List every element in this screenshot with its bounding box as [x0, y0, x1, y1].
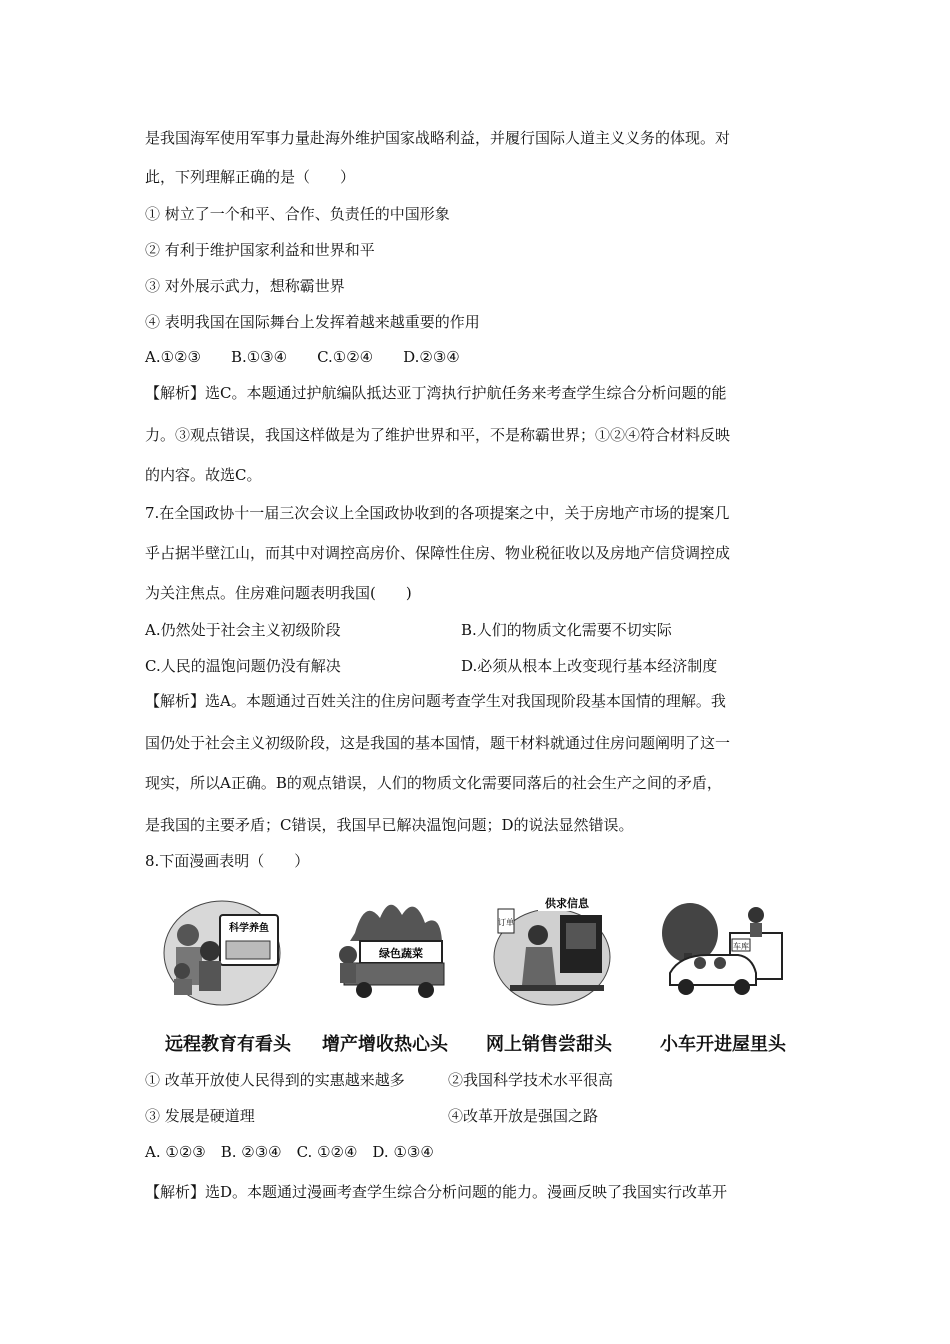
q6-option: ② 有利于维护国家利益和世界和平 [145, 241, 375, 259]
q7-analysis-line: 【解析】选A。本题通过百姓关注的住房问题考查学生对我国现阶段基本国情的理解。我 [145, 692, 726, 710]
q6-stem-line: 是我国海军使用军事力量赴海外维护国家战略利益，并履行国际人道主义义务的体现。对 [145, 129, 731, 147]
q7-option-b: B.人们的物质文化需要不切实际 [461, 621, 672, 639]
cartoon-vegetables-truck [330, 893, 455, 1008]
order-sign-text: 订单 [498, 918, 514, 927]
q8-option-2: ②我国科学技术水平很高 [448, 1071, 614, 1089]
q6-choices: A.①②③ B.①③④ C.①②④ D.②③④ [145, 348, 460, 366]
q7-analysis-line: 是我国的主要矛盾；C错误，我国早已解决温饱问题；D的说法显然错误。 [145, 816, 634, 834]
q8-option-3: ③ 发展是硬道理 [145, 1107, 255, 1125]
car-garage-illustration [660, 893, 785, 1008]
q7-stem-line: 7.在全国政协十一届三次会议上全国政协收到的各项提案之中，关于房地产市场的提案几 [145, 504, 730, 522]
q6-stem-line: 此，下列理解正确的是（ ） [145, 168, 356, 186]
q6-option: ④ 表明我国在国际舞台上发挥着越来越重要的作用 [145, 313, 480, 331]
q6-analysis-line: 的内容。故选C。 [145, 466, 262, 484]
q8-stem: 8.下面漫画表明（ ） [145, 852, 310, 870]
q8-choices: A. ①②③ B. ②③④ C. ①②④ D. ①③④ [145, 1143, 434, 1161]
q6-analysis-line: 力。③观点错误，我国这样做是为了维护世界和平，不是称霸世界；①②④符合材料反映 [145, 426, 731, 444]
q7-stem-line: 乎占据半壁江山，而其中对调控高房价、保障性住房、物业税征收以及房地产信贷调控成 [145, 544, 731, 562]
tv-sign-text: 科学养鱼 [229, 923, 269, 934]
q6-analysis-line: 【解析】选C。本题通过护航编队抵达亚丁湾执行护航任务来考查学生综合分析问题的能 [145, 384, 727, 402]
q7-analysis-line: 现实，所以A正确。B的观点错误，人们的物质文化需要同落后的社会生产之间的矛盾， [145, 774, 722, 792]
q7-option-a: A.仍然处于社会主义初级阶段 [145, 621, 341, 639]
cartoon-caption-3: 网上销售尝甜头 [486, 1034, 612, 1055]
tv-family-illustration [160, 893, 285, 1008]
q8-option-row [145, 1106, 805, 1126]
q6-option: ① 树立了一个和平、合作、负责任的中国形象 [145, 205, 450, 223]
q7-option-d: D.必须从根本上改变现行基本经济制度 [461, 657, 718, 675]
vegetables-sign-text: 绿色蔬菜 [379, 947, 423, 960]
garage-sign-text: 车库 [733, 942, 749, 951]
q7-option-row [145, 620, 805, 640]
cartoon-caption-4: 小车开进屋里头 [660, 1034, 786, 1055]
cartoon-strip [160, 893, 800, 1058]
q7-analysis-line: 国仍处于社会主义初级阶段，这是我国的基本国情，题干材料就通过住房问题阐明了这一 [145, 734, 731, 752]
q8-option-4: ④改革开放是强国之路 [448, 1107, 599, 1125]
info-sign-text: 供求信息 [545, 897, 589, 910]
q7-option-row [145, 656, 805, 676]
online-sales-illustration [490, 893, 615, 1008]
q6-option: ③ 对外展示武力，想称霸世界 [145, 277, 345, 295]
q7-stem-line: 为关注焦点。住房难问题表明我国( ) [145, 584, 412, 602]
vegetable-truck-illustration [330, 893, 455, 1008]
q8-analysis-line: 【解析】选D。本题通过漫画考查学生综合分析问题的能力。漫画反映了我国实行改革开 [145, 1183, 728, 1201]
cartoon-online-sales [490, 893, 615, 1008]
q7-option-c: C.人民的温饱问题仍没有解决 [145, 657, 341, 675]
cartoon-remote-education [160, 893, 285, 1008]
cartoon-car-garage [660, 893, 785, 1008]
q8-option-row [145, 1070, 805, 1090]
cartoon-caption-2: 增产增收热心头 [322, 1034, 448, 1055]
q8-option-1: ① 改革开放使人民得到的实惠越来越多 [145, 1071, 405, 1089]
cartoon-caption-1: 远程教育有看头 [165, 1034, 291, 1055]
